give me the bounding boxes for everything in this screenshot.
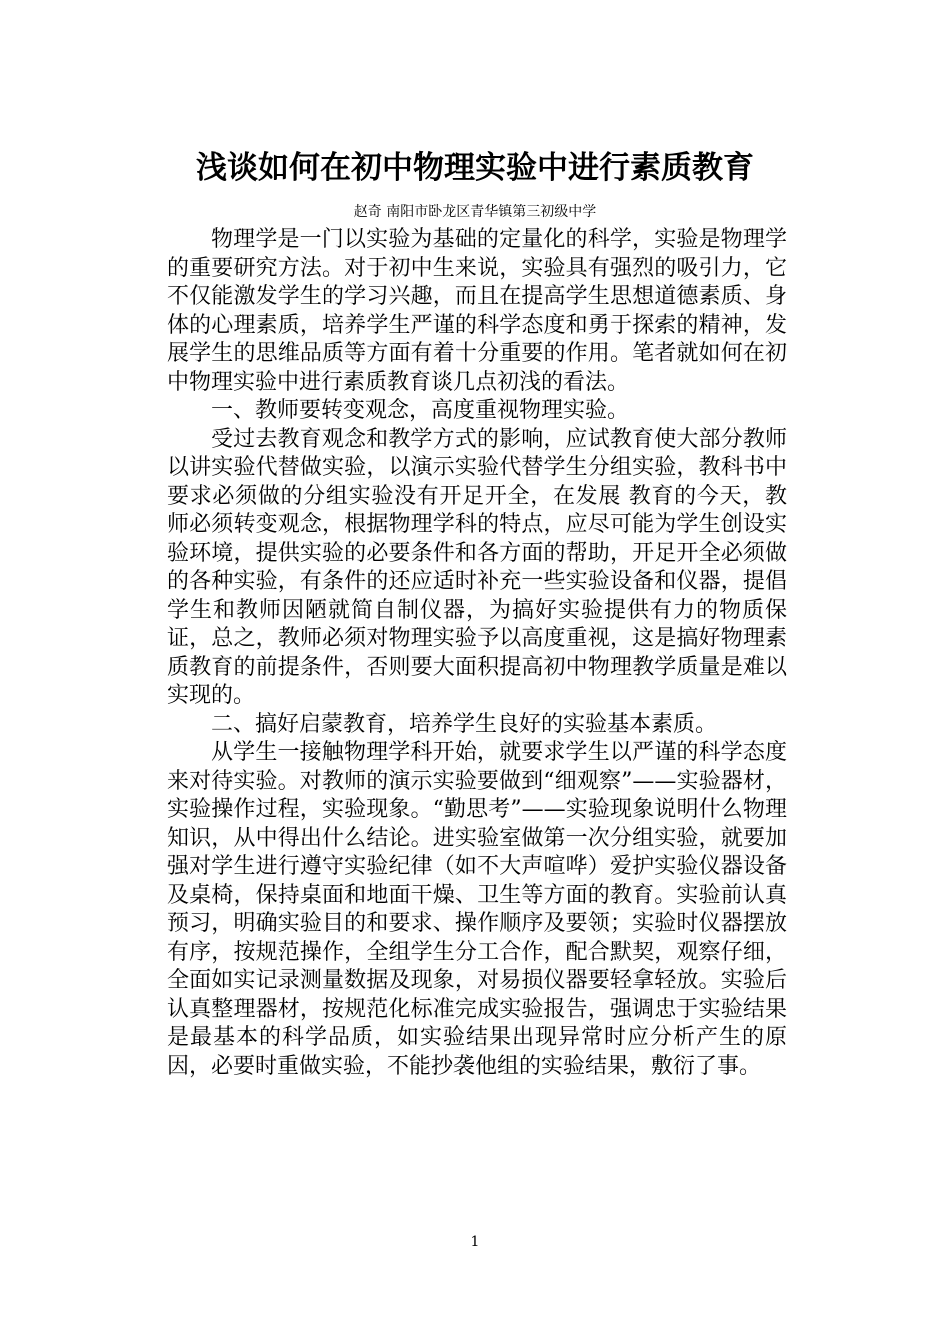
page-number: 1: [470, 1234, 480, 1250]
section-heading-2: 二、搞好启蒙教育，培养学生良好的实验基本素质。: [211, 711, 718, 737]
paragraph-section-2: 从学生一接触物理学科开始，就要求学生以严谨的科学态度来对待实验。对教师的演示实验要做到“细观察”——实验器材，实验操作过程，实验现象。“勤思考”——实验现象说明什么物理知识，从中得出什么结论。进实验室做第一次分组实验，就要加强对学生进行遵守实验纪律（如不大声喧哗）爱护实验仪器设备及桌椅，保持桌面和地面干燥、卫生等方面的教育。实验前认真预习，明确实验目的和要求、操作顺序及要领；实验时仪器摆放有序，按规范操作，全组学生分工合作，配合默契，观察仔细，全面如实记录测量数据及现象，对易损仪器要轻拿轻放。实验后认真整理器材，按规范化标准完成实验报告，强调忠于实验结果是最基本的科学品质，如实验结果出现异常时应分析产生的原因，必要时重做实验，不能抄袭他组的实验结果，敷衍了事。: [167, 740, 787, 1079]
author-byline: 赵奇 南阳市卧龙区青华镇第三初级中学: [353, 204, 597, 220]
section-heading-1: 一、教师要转变观念，高度重视物理实验。: [211, 398, 630, 423]
document-body: [167, 226, 787, 1081]
document-title: 浅谈如何在初中物理实验中进行素质教育: [196, 150, 754, 186]
paragraph-section-1: 受过去教育观念和教学方式的影响，应试教育使大部分教师以讲实验代替做实验，以演示实验代替学生分组实验，教科书中要求必须做的分组实验没有开足开全，在发展 教育的今天，教师必须转变观念，根据物理学科的特点，应尽可能为学生创设实验环境，提供实验的必要条件和各方面的帮助，开足开全必须做的各种实验，有条件的还应适时补充一些实验设备和仪器，提倡学生和教师因陋就简自制仪器，为搞好实验提供有力的物质保证，总之，教师必须对物理实验予以高度重视，这是搞好物理素质教育的前提条件，否则要大面积提高初中物理教学质量是难以实现的。: [167, 426, 787, 708]
paragraph-intro: 物理学是一门以实验为基础的定量化的科学，实验是物理学的重要研究方法。对于初中生来说，实验具有强烈的吸引力，它不仅能激发学生的学习兴趣，而且在提高学生思想道德素质、身体的心理素质，培养学生严谨的科学态度和勇于探索的精神，发展学生的思维品质等方面有着十分重要的作用。笔者就如何在初中物理实验中进行素质教育谈几点初浅的看法。: [167, 227, 787, 395]
